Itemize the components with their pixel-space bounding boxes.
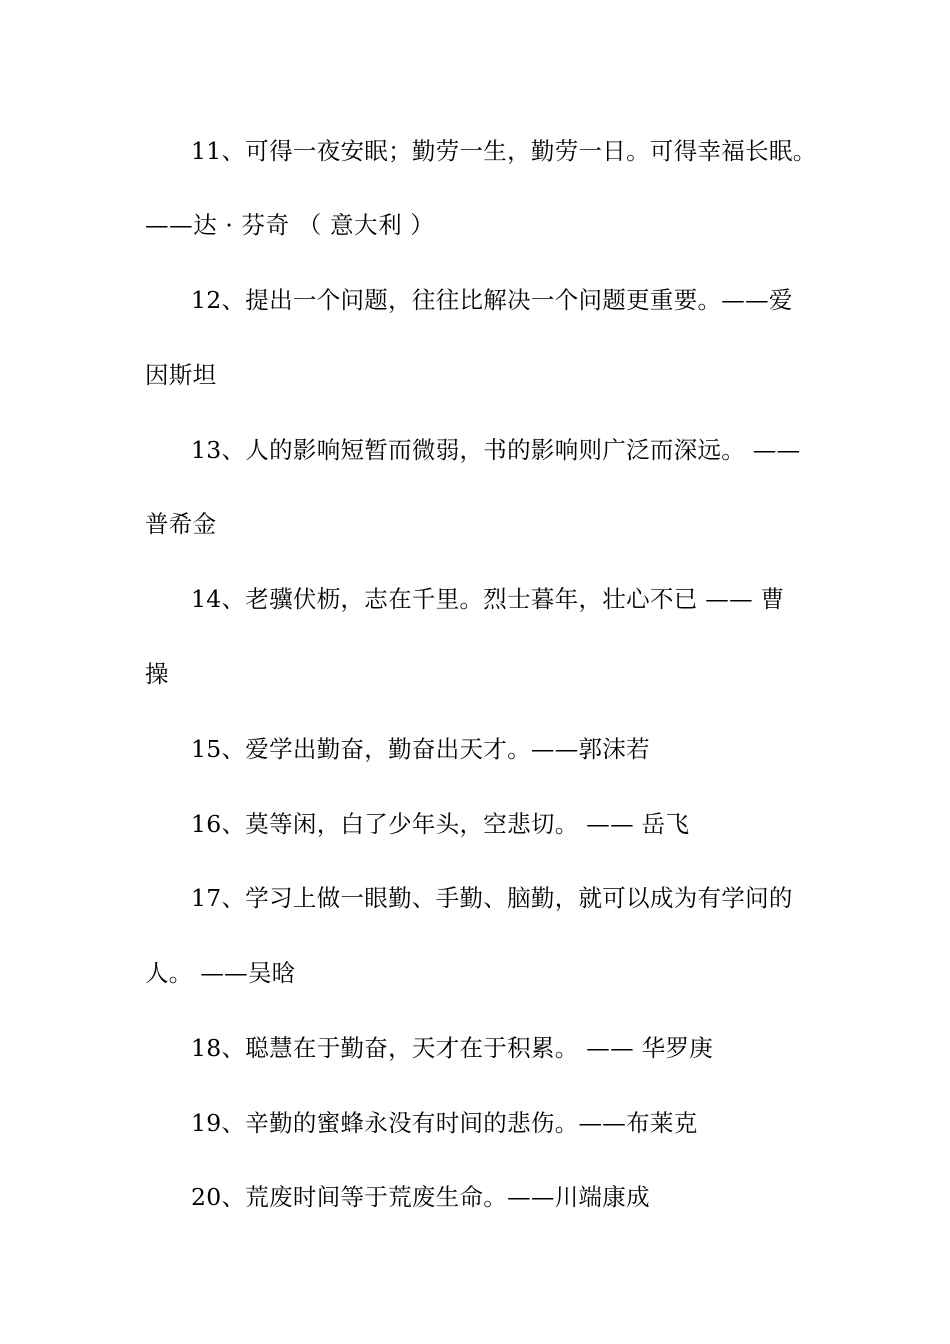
quote-17-attribution: 人。 ——吴晗 [145,959,296,987]
quote-14-attribution: 操 [145,660,169,688]
quote-12-attribution: 因斯坦 [145,361,217,389]
quote-11-line: 11、可得一夜安眠；勤劳一生，勤劳一日。可得幸福长眠。 [191,137,817,165]
quote-20-line: 20、荒废时间等于荒废生命。——川端康成 [191,1183,650,1211]
quote-13-line: 13、人的影响短暂而微弱，书的影响则广泛而深远。 —— [191,436,801,464]
quote-16-line: 16、莫等闲，白了少年头，空悲切。 —— 岳飞 [191,810,690,838]
quote-19-line: 19、辛勤的蜜蜂永没有时间的悲伤。——布莱克 [191,1109,698,1137]
quote-17-line: 17、学习上做一眼勤、手勤、脑勤，就可以成为有学问的 [191,884,793,912]
quote-15-line: 15、爱学出勤奋，勤奋出天才。——郭沫若 [191,735,650,763]
quote-11-attribution: ——达 · 芬奇 （ 意大利 ） [145,211,435,239]
quote-14-line: 14、老骥伏枥，志在千里。烈士暮年，壮心不已 —— 曹 [191,585,785,613]
quote-18-line: 18、聪慧在于勤奋，天才在于积累。 —— 华罗庚 [191,1034,714,1062]
quote-13-attribution: 普希金 [145,510,217,538]
quote-12-line: 12、提出一个问题，往往比解决一个问题更重要。——爱 [191,286,793,314]
